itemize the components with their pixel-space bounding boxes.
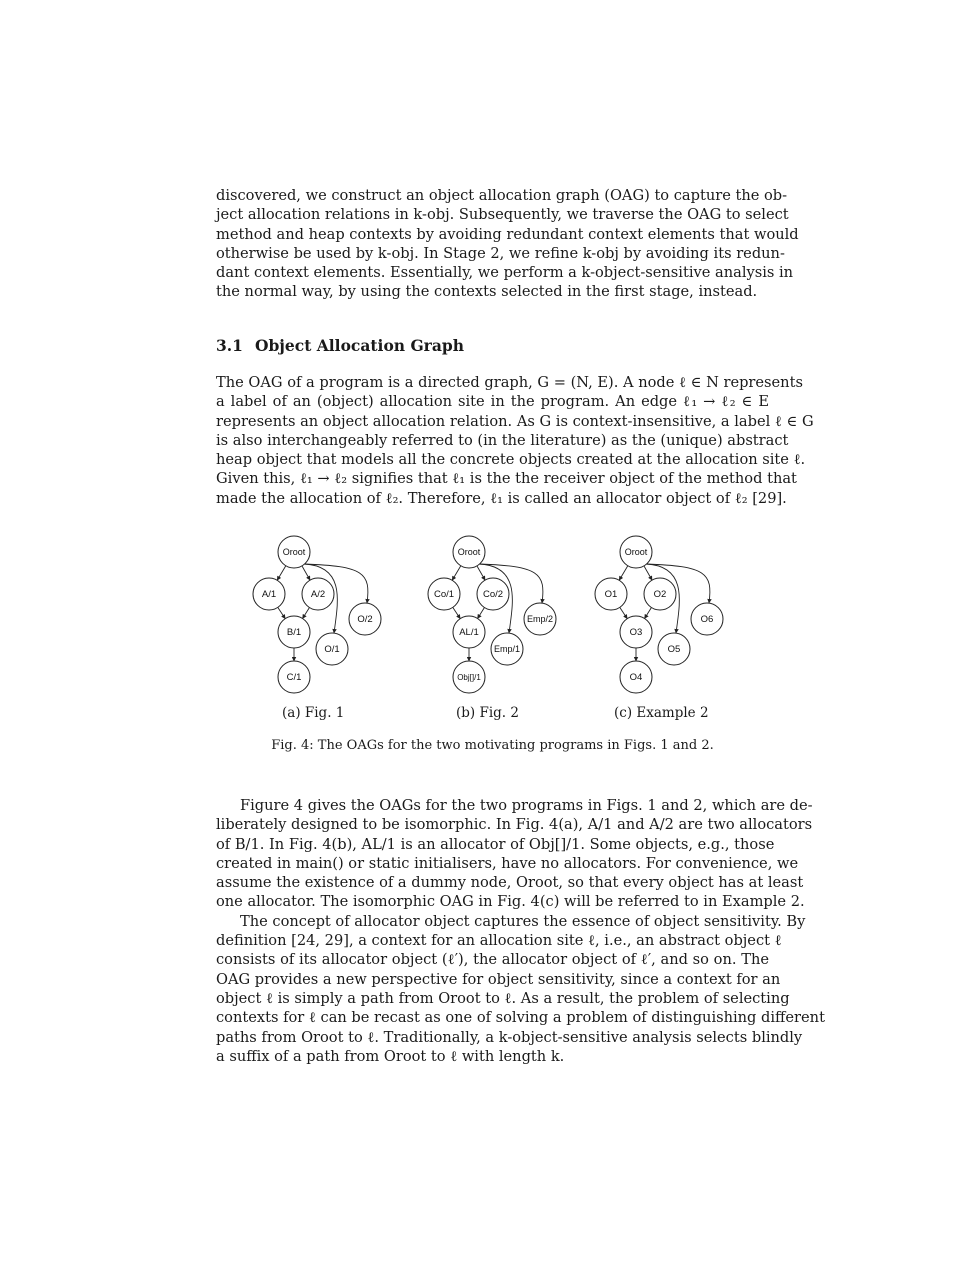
node-label: Emp/2 (526, 614, 554, 624)
edge-arrow (302, 566, 310, 580)
edge-arrow (644, 566, 652, 580)
subcaption-a: (a) Fig. 1 (282, 705, 345, 721)
figure-caption: Fig. 4: The OAGs for the two motivating programs in Figs. 1 and 2. (271, 738, 714, 753)
text-line: definition [24, 29], a context for an allocation site ℓ, i.e., an abstract object ℓ (216, 932, 782, 950)
subcaption-c: (c) Example 2 (614, 705, 709, 721)
node-label: Emp/1 (493, 644, 521, 654)
node-label: Oroot (457, 547, 481, 557)
node-label: Obj[]/1 (457, 673, 481, 682)
node-label: O/1 (324, 644, 340, 655)
edge-arrow (277, 566, 286, 581)
edge-arrow (303, 608, 310, 619)
edge-arrow (453, 607, 460, 618)
oag-graph-0 (253, 536, 381, 693)
text-line: object ℓ is simply a path from Oroot to ℓ. As a result, the problem of selecting (216, 989, 790, 1007)
node-label: A/1 (261, 589, 277, 600)
text-line: heap object that models all the concrete objects created at the allocation site ℓ. (216, 451, 806, 469)
node-label: B/1 (286, 627, 302, 638)
text-line: is also interchangeably referred to (in the literature) as the (unique) abstract (216, 431, 789, 449)
body-paragraph (216, 796, 825, 1066)
text-line: method and heap contexts by avoiding redundant context elements that would (216, 225, 799, 243)
text-line: of B/1. In Fig. 4(b), AL/1 is an allocator of Obj[]/1. Some objects, e.g., those (216, 835, 775, 853)
text-line: a suffix of a path from Oroot to ℓ with length k. (216, 1047, 565, 1065)
text-line: represents an object allocation relation. As G is context-insensitive, a label ℓ ∈ G (216, 412, 814, 430)
oag-graph-2 (595, 536, 723, 693)
node-label: O4 (629, 672, 643, 683)
text-line: paths from Oroot to ℓ. Traditionally, a k-object-sensitive analysis selects blindly (216, 1028, 803, 1046)
edge-arrow (478, 608, 485, 619)
node-label: O1 (604, 589, 618, 600)
section-title: Object Allocation Graph (254, 336, 464, 355)
text-line: The OAG of a program is a directed graph, G = (N, E). A node ℓ ∈ N represents (216, 374, 803, 391)
text-line: made the allocation of ℓ₂. Therefore, ℓ₁ is called an allocator object of ℓ₂ [29]. (216, 489, 787, 507)
node-label: Oroot (282, 547, 306, 557)
figure-4 (240, 530, 760, 730)
node-label: O3 (629, 627, 643, 638)
text-line: OAG provides a new perspective for object sensitivity, since a context for an (216, 970, 781, 988)
definition-paragraph (216, 373, 814, 508)
text-line: Figure 4 gives the OAGs for the two programs in Figs. 1 and 2, which are de- (240, 797, 813, 814)
node-label: O5 (667, 644, 681, 655)
node-label: A/2 (310, 589, 326, 600)
text-line: the normal way, by using the contexts selected in the first stage, instead. (216, 283, 758, 301)
node-label: C/1 (286, 672, 302, 683)
edge-arrow (619, 566, 628, 581)
text-line: liberately designed to be isomorphic. In Fig. 4(a), A/1 and A/2 are two allocators (216, 816, 813, 834)
text-line: one allocator. The isomorphic OAG in Fig. 4(c) will be referred to in Example 2. (216, 893, 805, 911)
text-line: consists of its allocator object (ℓ′), the allocator object of ℓ′, and so on. The (216, 951, 769, 969)
text-line: ject allocation relations in k-obj. Subsequently, we traverse the OAG to select (216, 206, 789, 224)
edge-arrow (645, 608, 652, 619)
node-label: Co/2 (482, 589, 504, 600)
oag-graph-1 (428, 536, 556, 693)
text-line: Given this, ℓ₁ → ℓ₂ signifies that ℓ₁ is the the receiver object of the method that (216, 470, 797, 488)
edge-arrow (452, 566, 461, 581)
text-line: created in main() or static initialisers, have no allocators. For convenience, we (216, 854, 799, 872)
text-line: discovered, we construct an object allocation graph (OAG) to capture the ob- (216, 187, 788, 204)
edge-arrow (278, 607, 285, 618)
text-line: assume the existence of a dummy node, Oroot, so that every object has at least (216, 874, 804, 892)
node-label: AL/1 (459, 627, 479, 638)
text-line: a label of an (object) allocation site in the program. An edge ℓ₁ → ℓ₂ ∈ E (216, 393, 769, 411)
subcaption-b: (b) Fig. 2 (456, 705, 519, 721)
node-label: Co/1 (433, 589, 455, 600)
text-line: contexts for ℓ can be recast as one of solving a problem of distinguishing different (216, 1009, 825, 1027)
node-label: Oroot (624, 547, 648, 557)
section-heading (216, 336, 464, 355)
node-label: O2 (653, 589, 667, 600)
edge-arrow (477, 566, 485, 580)
oag-diagrams (240, 530, 760, 730)
edge-arrow (620, 607, 627, 618)
intro-paragraph (216, 186, 799, 302)
node-label: O6 (700, 614, 714, 625)
text-line: dant context elements. Essentially, we perform a k-object-sensitive analysis in (216, 264, 794, 282)
text-line: The concept of allocator object captures the essence of object sensitivity. By (240, 912, 806, 930)
section-number: 3.1 (216, 336, 243, 355)
text-line: otherwise be used by k-obj. In Stage 2, we refine k-obj by avoiding its redun- (216, 244, 785, 262)
node-label: O/2 (357, 614, 373, 625)
